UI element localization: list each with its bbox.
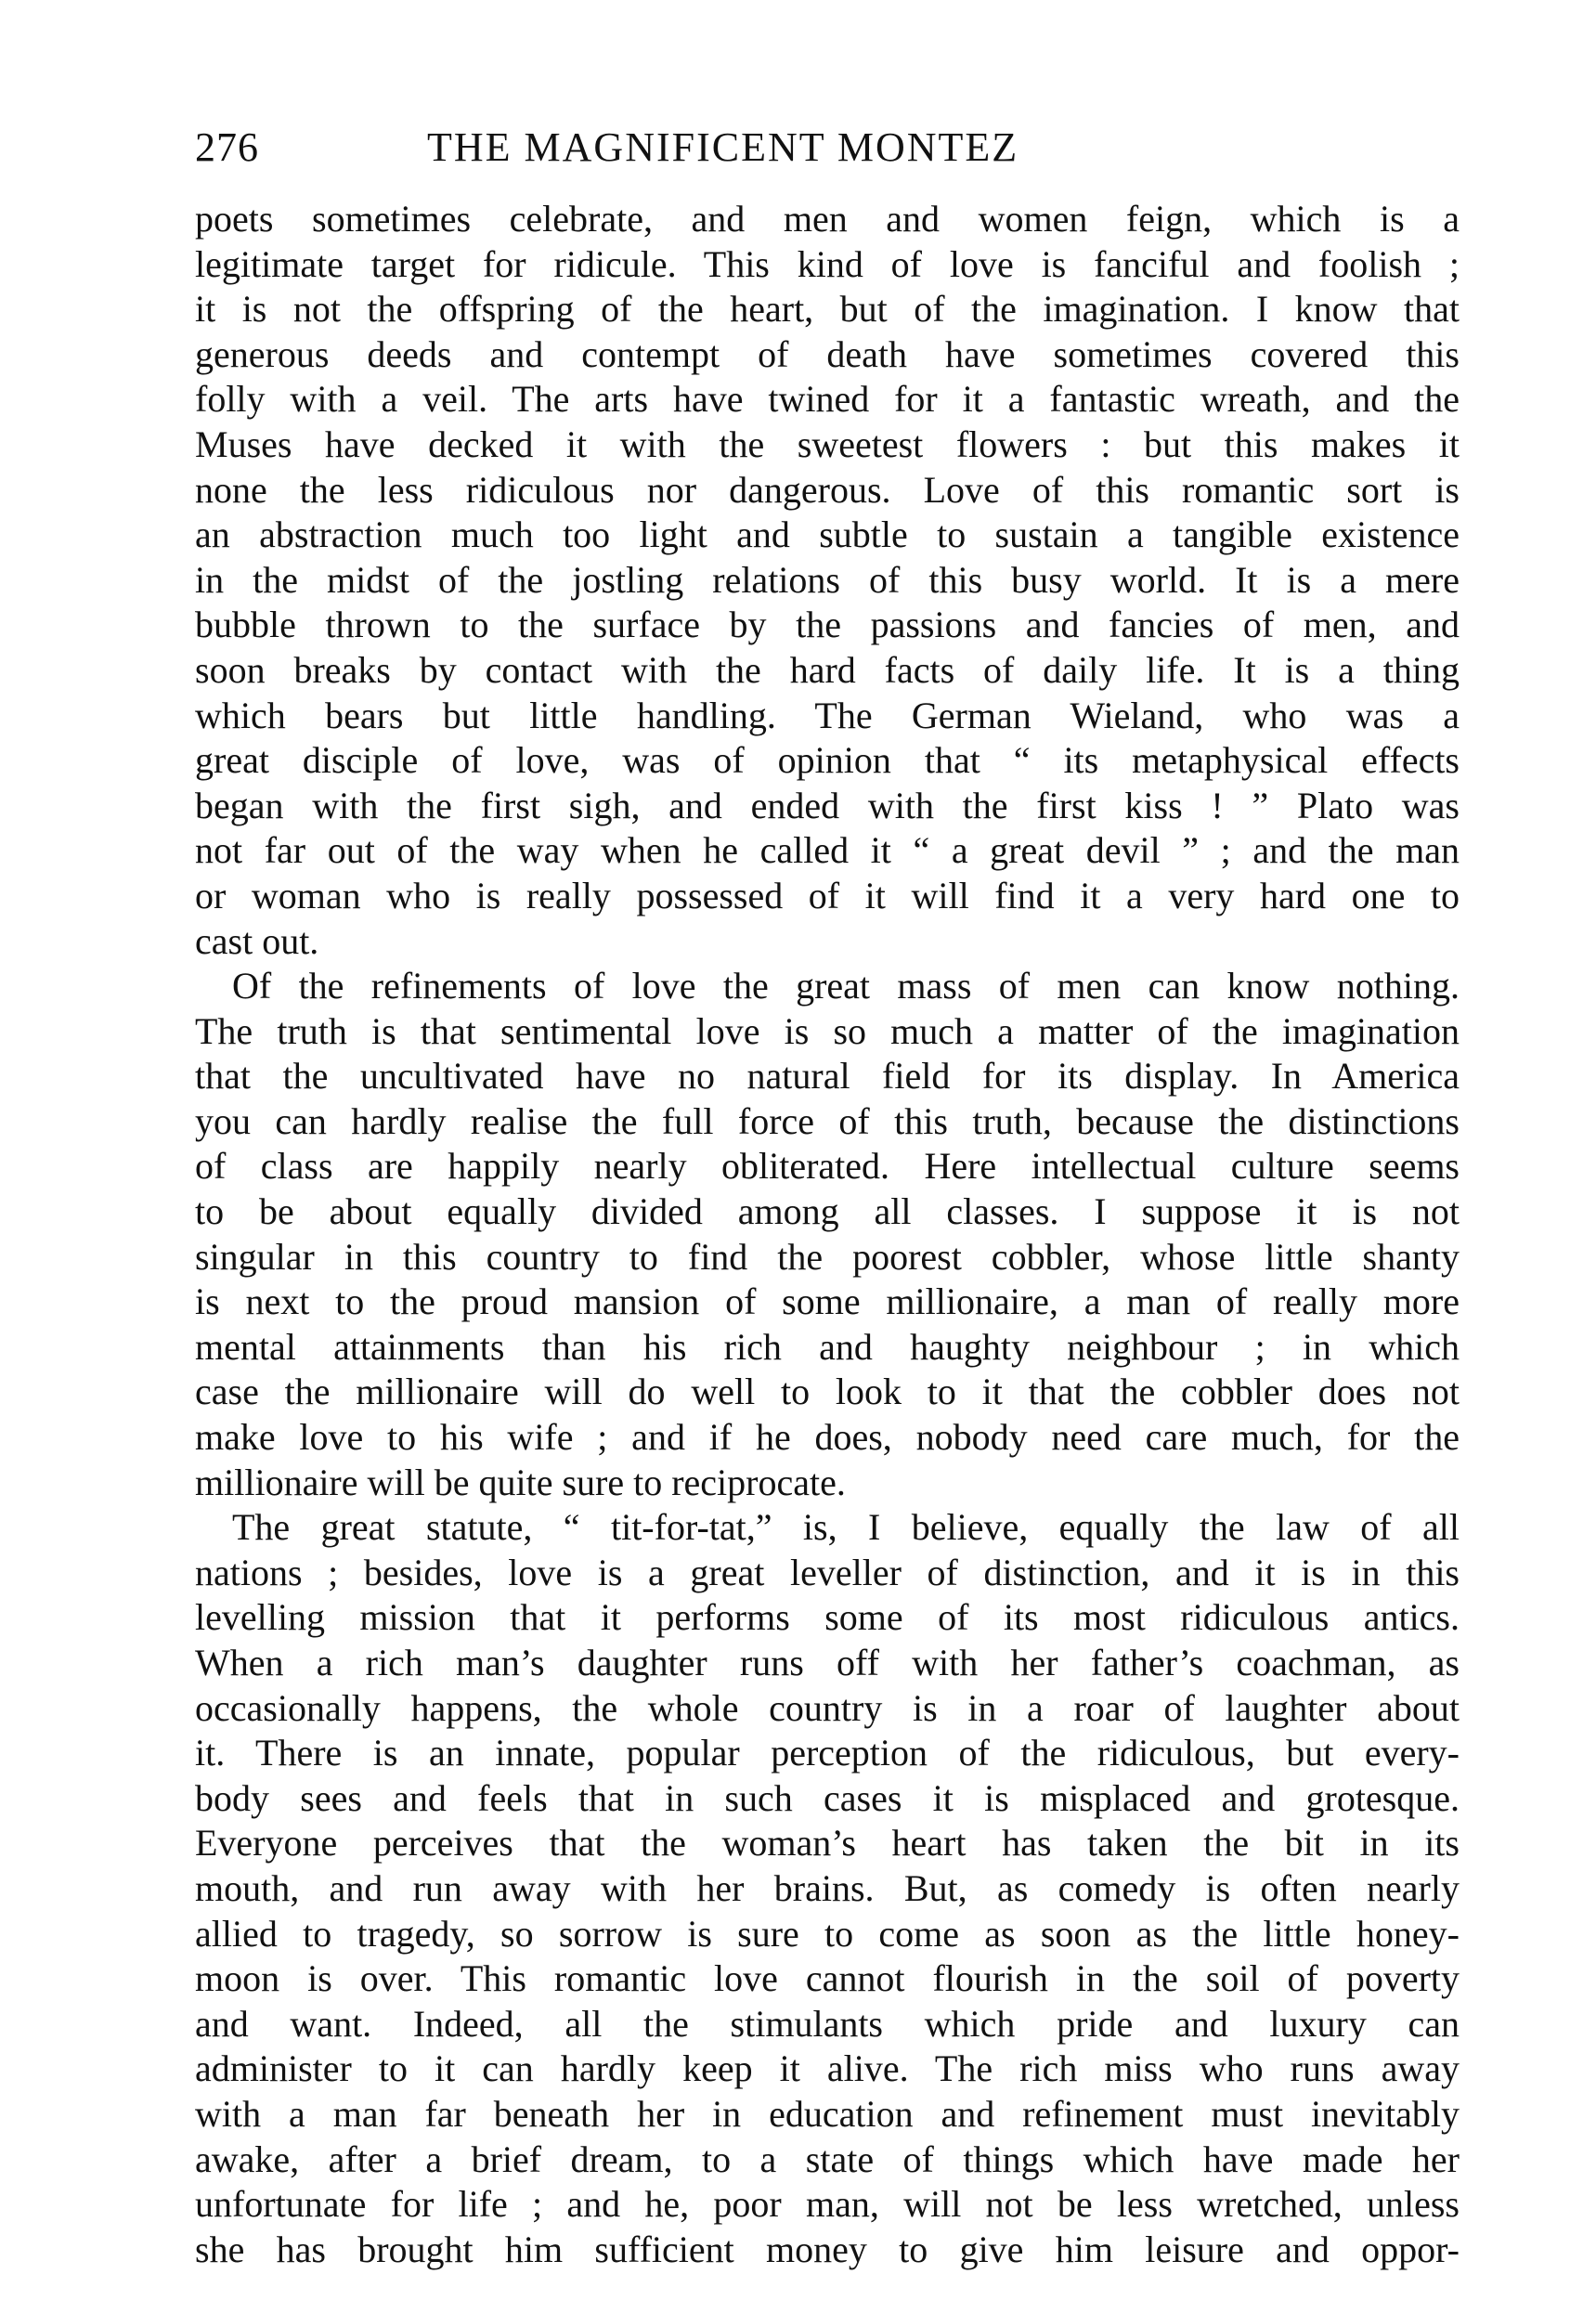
text-line: case the millionaire will do well to look to it that the cobbler does not <box>195 1371 1460 1413</box>
text-line: poets sometimes celebrate, and men and women feign, which is a <box>195 198 1460 240</box>
text-line: you can hardly realise the full force of this truth, because the distinctions <box>195 1099 1460 1142</box>
text-line: cast out. <box>195 919 319 962</box>
text-line: it. There is an innate, popular perception of the ridiculous, but every- <box>195 1732 1460 1774</box>
text-line: Muses have decked it with the sweetest flowers : but this makes it <box>195 422 1460 465</box>
text-line: moon is over. This romantic love cannot flourish in the soil of poverty <box>195 1957 1460 2000</box>
text-line: Everyone perceives that the woman’s heart has taken the bit in its <box>195 1822 1460 1865</box>
text-line: in the midst of the jostling relations of this busy world. It is a mere <box>195 558 1460 601</box>
text-line: awake, after a brief dream, to a state of things which have made her <box>195 2138 1460 2180</box>
text-line: great disciple of love, was of opinion that “ its metaphysical effects <box>195 739 1460 782</box>
text-line: Of the refinements of love the great mass of men can know nothing. <box>232 965 1460 1007</box>
text-line: generous deeds and contempt of death have sometimes covered this <box>195 332 1460 375</box>
text-line: The great statute, “ tit-for-tat,” is, I believe, equally the law of all <box>232 1506 1460 1549</box>
text-line: began with the first sigh, and ended with the first kiss ! ” Plato was <box>195 784 1460 826</box>
text-line: bubble thrown to the surface by the passions and fancies of men, and <box>195 604 1460 646</box>
text-line: or woman who is really possessed of it will find it a very hard one to <box>195 874 1460 916</box>
paragraph-2 <box>195 964 1460 1505</box>
text-line: allied to tragedy, so sorrow is sure to come as soon as the little honey- <box>195 1912 1460 1955</box>
text-line: it is not the offspring of the heart, but of the imagination. I know that <box>195 288 1460 331</box>
page-body <box>195 197 1460 2272</box>
text-line: make love to his wife ; and if he does, nobody need care much, for the <box>195 1416 1460 1459</box>
text-line: to be about equally divided among all classes. I suppose it is not <box>195 1190 1460 1233</box>
text-line: an abstraction much too light and subtle to sustain a tangible existence <box>195 513 1460 556</box>
text-line: which bears but little handling. The German Wieland, who was a <box>195 694 1460 736</box>
text-line: The truth is that sentimental love is so much a matter of the imagination <box>195 1009 1460 1052</box>
page-number: 276 <box>195 124 259 170</box>
text-line: When a rich man’s daughter runs off with her father’s coachman, as <box>195 1642 1460 1683</box>
text-line: that the uncultivated have no natural field for its display. In America <box>195 1055 1460 1098</box>
text-line: singular in this country to find the poorest cobbler, whose little shanty <box>195 1235 1460 1278</box>
text-line: with a man far beneath her in education and refinement must inevitably <box>195 2092 1460 2135</box>
text-line: she has brought him sufficient money to give him leisure and oppor- <box>195 2228 1460 2270</box>
text-line: soon breaks by contact with the hard facts of daily life. It is a thing <box>195 648 1460 691</box>
page-header <box>195 110 1460 186</box>
text-line: nations ; besides, love is a great leveller of distinction, and it is in this <box>195 1551 1460 1593</box>
text-line: of class are happily nearly obliterated. Here intellectual culture seems <box>195 1145 1460 1188</box>
text-line: none the less ridiculous nor dangerous. Love of this romantic sort is <box>195 468 1460 511</box>
text-line: administer to it can hardly keep it alive. The rich miss who runs away <box>195 2047 1460 2090</box>
text-line: unfortunate for life ; and he, poor man, will not be less wretched, unless <box>195 2183 1460 2226</box>
running-title: THE MAGNIFICENT MONTEZ <box>427 124 1019 170</box>
text-line: legitimate target for ridicule. This kind of love is fanciful and foolish ; <box>195 242 1460 285</box>
text-line: folly with a veil. The arts have twined for it a fantastic wreath, and the <box>195 378 1460 421</box>
text-line: mental attainments than his rich and haughty neighbour ; in which <box>195 1325 1460 1368</box>
paragraph-1 <box>195 197 1460 964</box>
text-line: occasionally happens, the whole country is in a roar of laughter about <box>195 1686 1460 1729</box>
text-line: and want. Indeed, all the stimulants which pride and luxury can <box>195 2002 1460 2045</box>
paragraph-3 <box>195 1505 1460 2272</box>
text-line: body sees and feels that in such cases it is misplaced and grotesque. <box>195 1776 1460 1819</box>
book-page <box>195 110 1460 2272</box>
text-line: not far out of the way when he called it “ a great devil ” ; and the man <box>195 829 1460 872</box>
text-line: levelling mission that it performs some of its most ridiculous antics. <box>195 1596 1460 1639</box>
text-line: is next to the proud mansion of some millionaire, a man of really more <box>195 1280 1460 1323</box>
text-line: mouth, and run away with her brains. But, as comedy is often nearly <box>195 1866 1460 1909</box>
text-line: millionaire will be quite sure to reciprocate. <box>195 1461 846 1503</box>
